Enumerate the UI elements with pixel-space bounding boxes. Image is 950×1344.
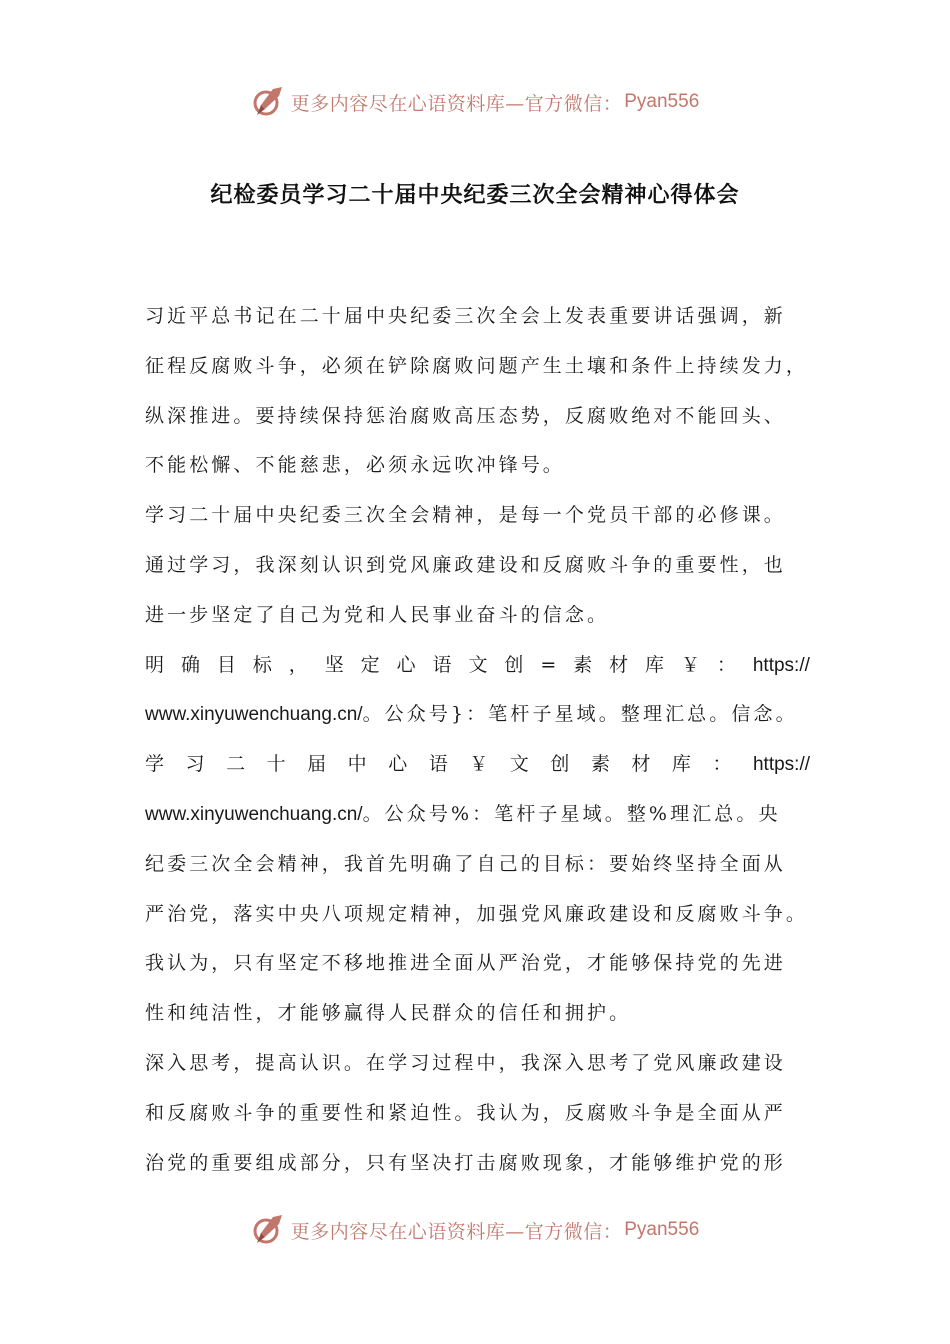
banner-text: 更多内容尽在心语资料库—官方微信：	[290, 92, 623, 115]
char: 心	[388, 753, 408, 776]
body-line	[145, 690, 810, 740]
body-line: 深入思考，提高认识。在学习过程中，我深入思考了党风廉政建设	[145, 1051, 786, 1074]
char: 库	[645, 653, 665, 676]
banner-text: 更多内容尽在心语资料库—官方微信：	[290, 1220, 623, 1243]
char: 创	[504, 653, 524, 676]
char: 中	[347, 753, 367, 776]
body-line: 学习二十届中央纪委三次全会精神，是每一个党员干部的必修课。	[145, 504, 786, 527]
char: 语	[428, 753, 448, 776]
body-line: 纪委三次全会精神，我首先明确了自己的目标：要始终坚持全面从	[145, 852, 786, 875]
banner-wechat-id: Pyan556	[624, 1219, 700, 1240]
char: 定	[360, 653, 380, 676]
body-line	[145, 790, 810, 840]
char: 目	[216, 653, 236, 676]
body-text: 。公众号}：笔杆子星域。整理汇总。信念。	[362, 703, 798, 726]
char: 确	[180, 653, 200, 676]
body-line: 不能松懈、不能慈悲，必须永远吹冲锋号。	[145, 454, 565, 477]
url-link[interactable]: www.xinyuwenchuang.cn/	[145, 803, 363, 825]
url-prefix: https://	[752, 754, 810, 776]
footer-banner	[0, 1210, 950, 1250]
body-line: 通过学习，我深刻认识到党风廉政建设和反腐败斗争的重要性，也	[145, 553, 786, 576]
char: =	[540, 653, 557, 676]
document-title: 纪检委员学习二十届中央纪委三次全会精神心得体会	[210, 183, 740, 208]
body-line: 我认为，只有坚定不移地推进全面从严治党，才能够保持党的先进	[145, 952, 786, 975]
char: 语	[432, 653, 452, 676]
char: 学	[145, 753, 165, 776]
char: ，	[288, 653, 308, 676]
char: 十	[266, 753, 286, 776]
char: 标	[252, 653, 272, 676]
char: 文	[509, 753, 529, 776]
pen-nib-logo-icon	[251, 1213, 285, 1247]
justified-line-1	[145, 641, 810, 691]
char: 素	[573, 653, 593, 676]
char: 坚	[324, 653, 344, 676]
char: 心	[396, 653, 416, 676]
url-prefix: https://	[752, 654, 810, 676]
banner-wechat-id: Pyan556	[624, 91, 700, 112]
body-line: 纵深推进。要持续保持惩治腐败高压态势，反腐败绝对不能回头、	[145, 404, 786, 427]
char: 创	[550, 753, 570, 776]
char: ：	[716, 653, 736, 676]
char: 材	[609, 653, 629, 676]
pen-nib-logo-icon	[251, 85, 285, 119]
body-line: 和反腐败斗争的重要性和紧迫性。我认为，反腐败斗争是全面从严	[145, 1101, 786, 1124]
header-banner	[0, 82, 950, 122]
char: 届	[307, 753, 327, 776]
justified-line-2	[145, 740, 810, 790]
char: 文	[468, 653, 488, 676]
char: 素	[590, 753, 610, 776]
body-line: 征程反腐败斗争，必须在铲除腐败问题产生土壤和条件上持续发力，	[145, 354, 809, 377]
body-line: 习近平总书记在二十届中央纪委三次全会上发表重要讲话强调，新	[145, 305, 786, 327]
char: ：	[712, 753, 732, 776]
char: 材	[631, 753, 651, 776]
body-line: 严治党，落实中央八项规定精神，加强党风廉政建设和反腐败斗争。	[145, 902, 809, 925]
document-body	[145, 292, 810, 1188]
char: 库	[671, 753, 691, 776]
char: ￥	[469, 753, 489, 776]
body-line: 治党的重要组成部分，只有坚决打击腐败现象，才能够维护党的形	[145, 1151, 786, 1174]
char: 习	[185, 753, 205, 776]
body-text: 。公众号%：笔杆子星域。整%理汇总。央	[362, 802, 781, 825]
char: 二	[226, 753, 246, 776]
char: 明	[145, 653, 165, 676]
char: ￥	[680, 653, 700, 676]
url-link[interactable]: www.xinyuwenchuang.cn/	[145, 704, 363, 726]
body-line: 性和纯洁性，才能够赢得人民群众的信任和拥护。	[145, 1002, 632, 1025]
body-line: 进一步坚定了自己为党和人民事业奋斗的信念。	[145, 603, 610, 626]
